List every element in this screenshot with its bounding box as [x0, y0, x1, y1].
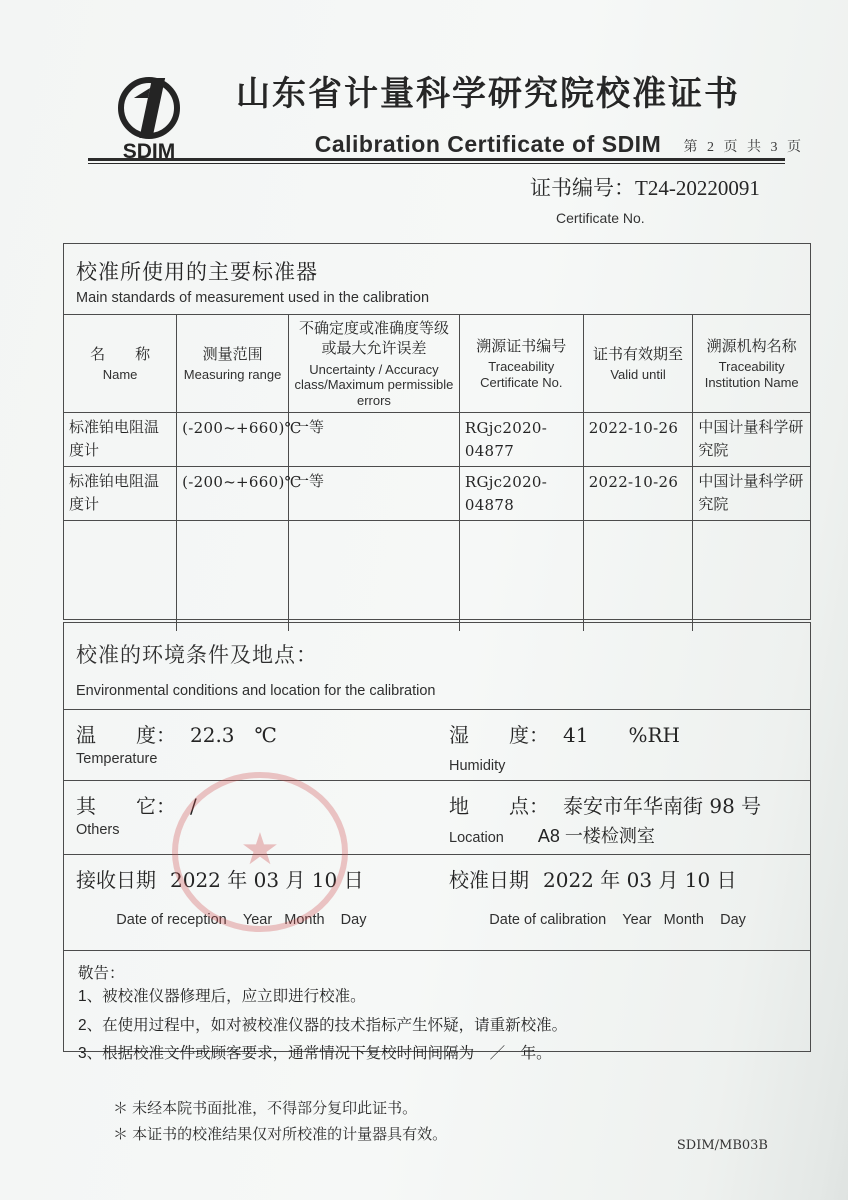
col-header-name	[64, 315, 177, 413]
temperature-value: 22.3 ℃	[190, 723, 277, 747]
row2-institution: 中国计量科学研究院	[693, 467, 810, 521]
certificate-number-value: T24-20220091	[635, 176, 760, 200]
col-header-accuracy	[289, 315, 460, 413]
notice-item-1: 1、被校准仪器修理后，应立即进行校准。	[78, 988, 366, 1005]
standards-row-1	[64, 413, 810, 467]
environment-title-zh: 校准的环境条件及地点：	[76, 644, 318, 667]
reception-label-en	[76, 896, 425, 944]
calibration-en-text: Date of calibration	[489, 912, 607, 928]
dates-row	[64, 855, 810, 951]
row1-institution: 中国计量科学研究院	[693, 413, 810, 467]
col-accuracy-en: Uncertainty / Accuracy class/Maximum permissible errors	[294, 361, 454, 408]
col-institution-en: Traceability Institution Name	[704, 359, 799, 390]
certificate-number-line	[530, 172, 810, 202]
location-value2: A8 一楼检测室	[537, 826, 655, 846]
notice-section	[64, 951, 810, 1075]
calibration-label-en	[449, 896, 798, 944]
temp-humidity-row	[64, 710, 810, 781]
standards-table	[64, 314, 810, 631]
calibration-units-en: Year Month Day	[622, 912, 746, 928]
row1-range: (-200~+660)℃	[177, 413, 289, 467]
standards-row-2	[64, 467, 810, 521]
others-location-row	[64, 781, 810, 855]
reception-en-text: Date of reception	[116, 912, 227, 928]
notice-item-2: 2、在使用过程中，如对被校准仪器的技术指标产生怀疑，请重新校准。	[78, 1016, 568, 1034]
calibration-label-zh: 校准日期	[449, 870, 529, 892]
header-divider	[88, 158, 785, 164]
reception-label-zh: 接收日期	[76, 870, 156, 892]
certificate-number-block	[530, 172, 810, 226]
calibration-date-cell	[437, 855, 810, 950]
temperature-label-zh: 温 度：	[76, 725, 176, 747]
col-header-valid-until	[583, 315, 693, 413]
others-value: /	[190, 794, 197, 818]
reception-units-en: Year Month Day	[242, 912, 367, 928]
standards-title-zh: 校准所使用的主要标准器	[76, 261, 318, 284]
others-label-en: Others	[76, 822, 120, 838]
row2-trace-no: RGjc2020-04878	[459, 467, 583, 521]
others-label-zh: 其 它：	[76, 796, 176, 818]
row1-trace-no: RGjc2020-04877	[459, 413, 583, 467]
sdim-logo	[105, 74, 197, 162]
row2-name: 标准铂电阻温度计	[64, 467, 177, 521]
certificate-number-label-en: Certificate No.	[556, 210, 645, 226]
row2-range: (-200~+660)℃	[177, 467, 289, 521]
col-header-range	[177, 315, 289, 413]
col-header-trace-no	[459, 315, 583, 413]
footer-note-1: ＊ 未经本院书面批准，不得部分复印此证书。	[113, 1100, 418, 1117]
reception-date-value: 2022 年 03 月 10 日	[170, 868, 364, 892]
col-header-institution	[693, 315, 810, 413]
temperature-label-en: Temperature	[76, 751, 158, 767]
humidity-label-en: Humidity	[449, 758, 506, 774]
location-label-zh: 地 点：	[449, 796, 549, 818]
col-valid-until-zh: 证书有效期至	[593, 345, 684, 363]
temperature-cell	[64, 710, 437, 780]
row1-accuracy: 一等	[289, 413, 460, 467]
col-institution-zh: 溯源机构名称	[706, 337, 797, 355]
row1-name: 标准铂电阻温度计	[64, 413, 177, 467]
footer-note-2: ＊ 本证书的校准结果仅对所校准的计量器具有效。	[113, 1125, 448, 1143]
empty-cell	[289, 521, 460, 631]
standards-empty-row	[64, 521, 810, 631]
reception-date-cell	[64, 855, 437, 950]
col-name-zh: 名 称	[90, 345, 151, 363]
standards-header-row	[64, 315, 810, 413]
humidity-cell	[437, 710, 810, 780]
col-name-en: Name	[102, 366, 138, 382]
environment-title	[64, 623, 810, 710]
standards-section-title	[64, 244, 810, 314]
row2-valid-until: 2022-10-26	[583, 467, 693, 521]
col-accuracy-zh: 不确定度或准确度等级或最大允许误差	[298, 320, 449, 358]
environment-section	[63, 622, 811, 1063]
others-cell	[64, 781, 437, 854]
empty-cell	[459, 521, 583, 631]
title-zh: 山东省计量科学研究院校准证书	[236, 76, 740, 113]
title-en: Calibration Certificate of SDIM	[314, 131, 662, 157]
standards-section	[63, 243, 811, 620]
certificate-number-label-zh: 证书编号：	[530, 176, 635, 200]
col-range-en: Measuring range	[183, 366, 282, 382]
standards-title-en: Main standards of measurement used in the calibration	[76, 290, 430, 306]
col-trace-no-en: Traceability Certificate No.	[480, 359, 563, 390]
calibration-date-value: 2022 年 03 月 10 日	[543, 868, 737, 892]
footer-notes	[113, 1096, 447, 1147]
location-label-en: Location	[449, 830, 504, 846]
notice-item-3: 3、根据校准文件或顾客要求，通常情况下复校时间间隔为 ／ 年。	[78, 1045, 552, 1063]
sdim-logo-icon	[109, 74, 193, 162]
humidity-value: 41 %RH	[563, 723, 680, 747]
empty-cell	[177, 521, 289, 631]
row1-valid-until: 2022-10-26	[583, 413, 693, 467]
svg-text:SDIM: SDIM	[122, 140, 176, 162]
notice-title: 敬告：	[78, 965, 125, 982]
empty-cell	[64, 521, 177, 631]
empty-cell	[693, 521, 810, 631]
page-number: 第 2 页 共 3 页	[683, 140, 804, 155]
col-trace-no-zh: 溯源证书编号	[476, 337, 567, 355]
empty-cell	[583, 521, 693, 631]
location-value: 泰安市年华南街 98 号	[563, 794, 762, 818]
row2-accuracy: 一等	[289, 467, 460, 521]
col-valid-until-en: Valid until	[610, 366, 666, 382]
location-cell	[437, 781, 810, 854]
form-code: SDIM/MB03B	[676, 1138, 768, 1153]
humidity-label-zh: 湿 度：	[449, 725, 549, 747]
col-range-zh: 测量范围	[202, 345, 263, 363]
environment-title-en: Environmental conditions and location for the calibration	[76, 683, 436, 699]
stamp-star-icon: ★	[240, 825, 280, 875]
